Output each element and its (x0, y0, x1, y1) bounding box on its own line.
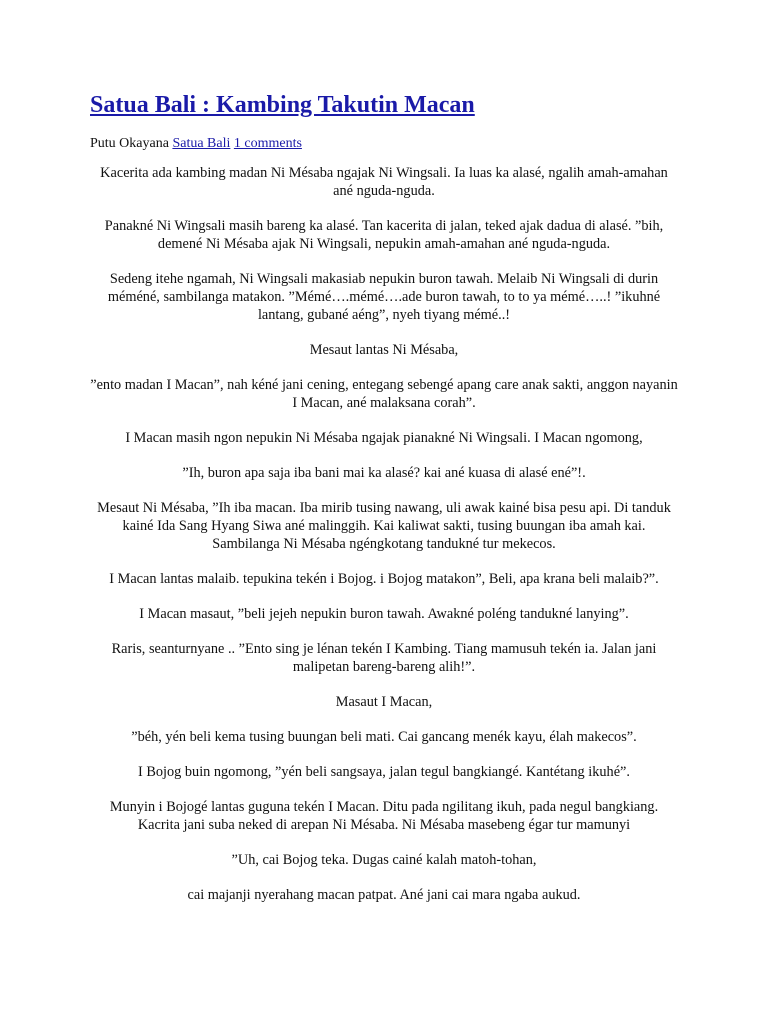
post-label-link[interactable]: Satua Bali (172, 136, 231, 151)
paragraph: I Macan masih ngon nepukin Ni Mésaba ngajak pianakné Ni Wingsali. I Macan ngomong, (125, 430, 643, 446)
paragraph: Mesaut lantas Ni Mésaba, (309, 342, 459, 358)
story-body (90, 164, 678, 904)
paragraph: Raris, seanturnyane .. ”Ento sing je lénan tekén I Kambing. Tiang mamusuh tekén ia. Jalan jani malipetan bareng-bareng alih!”. (111, 641, 657, 675)
paragraph: Kacerita ada kambing madan Ni Mésaba ngajak Ni Wingsali. Ia luas ka alasé, ngalih amah-amahan ané nguda-nguda. (100, 165, 668, 199)
paragraph: Mesaut Ni Mésaba, ”Ih iba macan. Iba mirib tusing nawang, uli awak kainé bisa pesu api. Di tanduk kainé Ida Sang Hyang Siwa ané malinggih. Kai kaliwat sakti, tusing buungan iba amah kai. Sambilanga Ni Mésaba ngéngkotang tandukné tur mekecos. (97, 500, 671, 552)
paragraph: I Bojog buin ngomong, ”yén beli sangsaya, jalan tegul bangkiangé. Kantétang ikuhé”. (138, 764, 630, 780)
paragraph: ”Uh, cai Bojog teka. Dugas cainé kalah matoh-tohan, (231, 852, 537, 868)
paragraph: I Macan masaut, ”beli jejeh nepukin buron tawah. Awakné poléng tandukné lanying”. (139, 606, 629, 622)
post-title-link[interactable]: Satua Bali : Kambing Takutin Macan (90, 92, 475, 118)
paragraph: Panakné Ni Wingsali masih bareng ka alasé. Tan kacerita di jalan, teked ajak dadua di alasé. ”bih, demené Ni Mésaba ajak Ni Wingsali, nepukin amah-amahan ané nguda-nguda. (104, 218, 664, 252)
paragraph: Munyin i Bojogé lantas guguna tekén I Macan. Ditu pada ngilitang ikuh, pada negul bangkiang. Kacrita jani suba neked di arepan Ni Mésaba. Ni Mésaba masebeng égar tur mamunyi (109, 799, 659, 833)
paragraph: I Macan lantas malaib. tepukina tekén i Bojog. i Bojog matakon”, Beli, apa krana beli malaib?”. (109, 571, 659, 587)
paragraph: ”béh, yén beli kema tusing buungan beli mati. Cai gancang menék kayu, élah makecos”. (131, 729, 637, 745)
paragraph: ”ento madan I Macan”, nah kéné jani cening, entegang sebengé apang care anak sakti, anggon nayanin I Macan, ané malaksana corah”. (90, 377, 678, 411)
post-comments-link[interactable]: 1 comments (233, 136, 302, 151)
paragraph: Sedeng itehe ngamah, Ni Wingsali makasiab nepukin buron tawah. Melaib Ni Wingsali di durin méméné, sambilanga matakon. ”Mémé….mémé….ade buron tawah, to to ya mémé…..! ”ikuhné lantang, gubané aéng”, nyeh tiyang mémé..! (107, 271, 661, 323)
post-title (90, 0, 678, 122)
paragraph: Masaut I Macan, (335, 694, 433, 710)
post-author: Putu Okayana (90, 136, 169, 151)
paragraph: ”Ih, buron apa saja iba bani mai ka alasé? kai ané kuasa di alasé ené”!. (182, 465, 586, 481)
paragraph: cai majanji nyerahang macan patpat. Ané jani cai mara ngaba aukud. (187, 887, 581, 903)
post-meta (90, 135, 678, 153)
